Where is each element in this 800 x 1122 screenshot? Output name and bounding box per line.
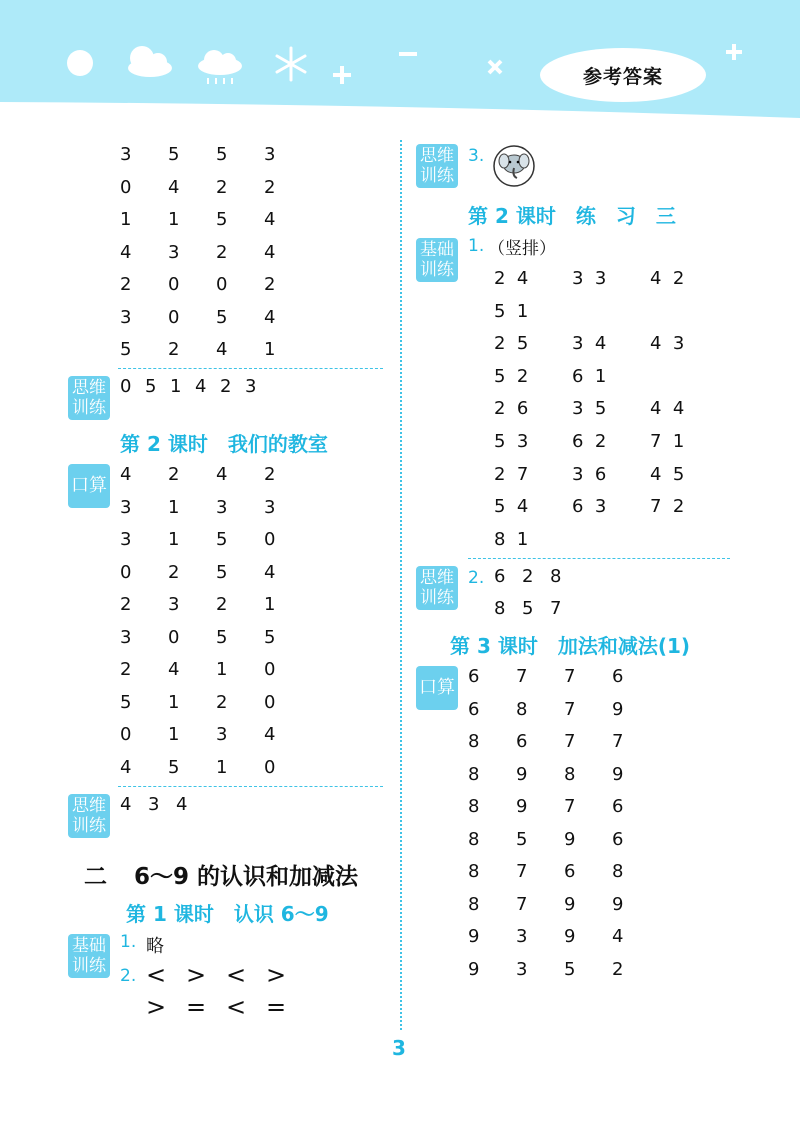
answer-value: 5 [522, 598, 534, 619]
lesson-heading: 第 1 课时 认识 6～9 [126, 902, 329, 926]
answer-value: 5 [120, 691, 132, 713]
answer-value: 4 3 [650, 333, 685, 355]
answer-value: 7 [516, 666, 528, 687]
answer-value: 9 [468, 926, 480, 947]
answer-value: 4 [612, 926, 624, 947]
basic-training-tag: 基础训练 [416, 238, 458, 282]
answer-value: 5 2 [494, 365, 529, 387]
answer-value: 0 [264, 691, 276, 713]
answer-value: = [266, 993, 287, 1021]
lesson-heading: 第 2 课时 我们的教室 [120, 432, 328, 456]
question-number: 1. [120, 932, 137, 952]
section-separator [118, 368, 383, 369]
lesson-heading: 第 3 课时 加法和减法(1) [450, 634, 691, 658]
answer-value: 0 [168, 306, 180, 328]
answer-value: 8 [516, 698, 528, 720]
answer-value: 3 [168, 241, 180, 263]
answer-value: 4 [120, 241, 132, 263]
answer-value: 6 [612, 828, 624, 850]
answer-text: （竖排） [488, 239, 556, 259]
answer-value: < [146, 961, 167, 989]
answer-value: > [146, 993, 167, 1021]
answer-value: 5 3 [494, 431, 529, 452]
answer-value: 0 [120, 376, 132, 397]
answer-value: 3 [216, 496, 228, 518]
answer-value: 6 [612, 666, 624, 687]
answer-value: < [226, 993, 247, 1021]
thinking-training-tag: 思维训练 [68, 794, 110, 838]
answer-value: 7 [564, 666, 576, 687]
unit-number: 二 [84, 864, 107, 890]
unit-title: 6～9 的认识和加减法 [134, 864, 359, 890]
answer-value: 7 [516, 893, 528, 915]
thinking-training-tag: 思维训练 [416, 144, 458, 188]
answer-value: 4 2 [650, 268, 685, 289]
answer-value: 9 [612, 893, 624, 915]
answer-value: 2 [168, 339, 180, 360]
answer-value: 3 [516, 926, 528, 947]
answer-value: 9 [612, 698, 624, 720]
answer-value: 6 [468, 666, 480, 687]
answer-value: > [266, 961, 287, 989]
answer-value: 2 [264, 176, 276, 198]
answer-value: 0 [264, 529, 276, 550]
answer-value: 7 [564, 731, 576, 752]
page-number: 3 [392, 1036, 406, 1060]
answer-value: 7 [612, 731, 624, 752]
answer-value: 6 [468, 698, 480, 720]
answer-value: 7 [516, 861, 528, 882]
answer-value: 1 [168, 496, 180, 518]
answer-value: 5 [216, 626, 228, 648]
answer-value: 1 [120, 209, 132, 230]
answer-value: 9 [612, 763, 624, 785]
answer-value: 0 [216, 274, 228, 295]
answer-value: 3 [264, 496, 276, 518]
answer-value: 9 [468, 958, 480, 980]
answer-value: 8 [564, 763, 576, 785]
answer-value: 2 5 [494, 333, 529, 355]
answer-value: 3 [120, 496, 132, 518]
answer-value: 3 [216, 724, 228, 745]
answer-value: 3 [120, 626, 132, 648]
answer-value: 5 [216, 529, 228, 550]
answer-value: 4 [264, 209, 276, 230]
answer-value: 7 [550, 598, 562, 619]
answer-value: 2 [522, 566, 534, 587]
answer-value: 4 [264, 241, 276, 263]
answer-value: 4 [264, 306, 276, 328]
answer-value: 4 [264, 561, 276, 583]
answer-value: 8 [612, 861, 624, 882]
answer-value: 1 [264, 594, 276, 615]
answer-value: 1 [170, 376, 182, 397]
answer-value: 0 [120, 176, 132, 198]
answer-value: 8 1 [494, 528, 529, 550]
answer-value: 3 5 [572, 398, 607, 420]
answer-value: 5 [168, 756, 180, 778]
answer-value: 9 [516, 796, 528, 817]
answer-value: < [226, 961, 247, 989]
answer-value: 7 1 [650, 431, 685, 452]
thinking-training-tag: 思维训练 [68, 376, 110, 420]
answer-value: 5 1 [494, 300, 529, 322]
answer-value: 8 [468, 893, 480, 915]
answer-value: 4 [216, 339, 228, 360]
answer-value: 1 [216, 756, 228, 778]
answer-value: 7 2 [650, 496, 685, 518]
section-separator [118, 786, 383, 787]
answer-value: > [186, 961, 207, 989]
answer-value: 8 [494, 598, 506, 619]
answer-value: 4 [120, 464, 132, 485]
answer-value: 5 [216, 209, 228, 230]
question-number: 2. [468, 568, 485, 588]
answer-value: 3 [120, 144, 132, 165]
answer-value: 2 [216, 176, 228, 198]
answer-value: 8 [468, 796, 480, 817]
answer-value: 1 [168, 724, 180, 745]
answer-value: 3 6 [572, 463, 607, 485]
answer-value: 6 [516, 731, 528, 752]
answer-value: 6 [612, 796, 624, 817]
answer-value: 2 [168, 561, 180, 583]
answer-value: 2 [216, 691, 228, 713]
answer-value: 4 [216, 464, 228, 485]
answer-value: 5 [564, 958, 576, 980]
answer-value: 0 [120, 724, 132, 745]
answer-value: 4 [264, 724, 276, 745]
answer-value: 5 [216, 144, 228, 165]
question-number: 2. [120, 966, 137, 986]
answer-value: 9 [564, 893, 576, 915]
answer-value: 6 3 [572, 496, 607, 518]
basic-training-tag: 基础训练 [68, 934, 110, 978]
answer-value: 7 [564, 698, 576, 720]
answer-value: 4 [120, 756, 132, 778]
answer-value: 0 [168, 274, 180, 295]
answer-value: 3 [168, 594, 180, 615]
question-number: 3. [468, 146, 485, 166]
answer-value: 3 [120, 306, 132, 328]
answer-value: 3 [264, 144, 276, 165]
answer-value: 2 [216, 241, 228, 263]
mental-math-tag: 口算 [68, 464, 110, 508]
answer-value: 5 [264, 626, 276, 648]
answer-value: 4 [168, 659, 180, 680]
answer-value: 2 [120, 659, 132, 680]
answer-value: 8 [468, 763, 480, 785]
answer-value: 1 [264, 339, 276, 360]
answer-value: 4 [195, 376, 207, 397]
answer-value: 4 5 [650, 463, 685, 485]
answer-value: 4 [168, 176, 180, 198]
answer-value: 3 [245, 376, 257, 397]
answer-value: 2 [120, 594, 132, 615]
sun-icon [67, 50, 93, 76]
answer-value: 1 [216, 659, 228, 680]
answer-value: 8 [468, 731, 480, 752]
answer-value: 2 4 [494, 268, 529, 289]
answer-value: 5 [168, 144, 180, 165]
answer-value: 5 [120, 339, 132, 360]
lesson-heading: 第 2 课时 练 习 三 [468, 204, 676, 228]
answer-value: 5 [145, 376, 157, 397]
answer-value: 4 [176, 794, 188, 815]
answer-value: 3 [516, 958, 528, 980]
elephant-icon [492, 144, 536, 188]
answer-value: 6 [494, 566, 506, 587]
answer-value: 9 [564, 828, 576, 850]
answer-value: 2 [120, 274, 132, 295]
answer-value: 2 [220, 376, 232, 397]
answer-value: 2 [168, 464, 180, 485]
answer-value: 0 [264, 659, 276, 680]
answer-value: = [186, 993, 207, 1021]
answer-value: 2 7 [494, 463, 529, 485]
answer-value: 0 [120, 561, 132, 583]
answer-value: 1 [168, 529, 180, 550]
answer-value: 6 1 [572, 365, 607, 387]
answer-value: 8 [468, 828, 480, 850]
answer-value: 2 [216, 594, 228, 615]
answer-value: 8 [550, 566, 562, 587]
answer-value: 6 [564, 861, 576, 882]
answer-value: 9 [564, 926, 576, 947]
answer-value: 3 4 [572, 333, 607, 355]
mental-math-tag: 口算 [416, 666, 458, 710]
answer-value: 5 [216, 306, 228, 328]
answer-text: 略 [146, 936, 164, 957]
answer-value: 5 4 [494, 496, 529, 518]
answer-value: 4 [120, 794, 132, 815]
answer-value: 5 [216, 561, 228, 583]
answer-value: 3 3 [572, 268, 607, 289]
answer-value: 3 [148, 794, 160, 815]
question-number: 1. [468, 236, 485, 256]
answer-value: 9 [516, 763, 528, 785]
answer-value: 4 4 [650, 398, 685, 420]
thinking-training-tag: 思维训练 [416, 566, 458, 610]
answer-value: 5 [516, 828, 528, 850]
answer-value: 1 [168, 691, 180, 713]
answer-value: 3 [120, 529, 132, 550]
answer-value: 2 6 [494, 398, 529, 420]
answer-value: 0 [264, 756, 276, 778]
answer-value: 2 [264, 274, 276, 295]
answer-value: 6 2 [572, 431, 607, 452]
answer-key-badge: 参考答案 [540, 48, 706, 102]
answer-value: 8 [468, 861, 480, 882]
answer-value: 0 [168, 626, 180, 648]
answer-value: 1 [168, 209, 180, 230]
column-divider [400, 140, 402, 1030]
answer-value: 7 [564, 796, 576, 817]
answer-value: 2 [264, 464, 276, 485]
section-separator [468, 558, 730, 559]
answer-value: 2 [612, 958, 624, 980]
